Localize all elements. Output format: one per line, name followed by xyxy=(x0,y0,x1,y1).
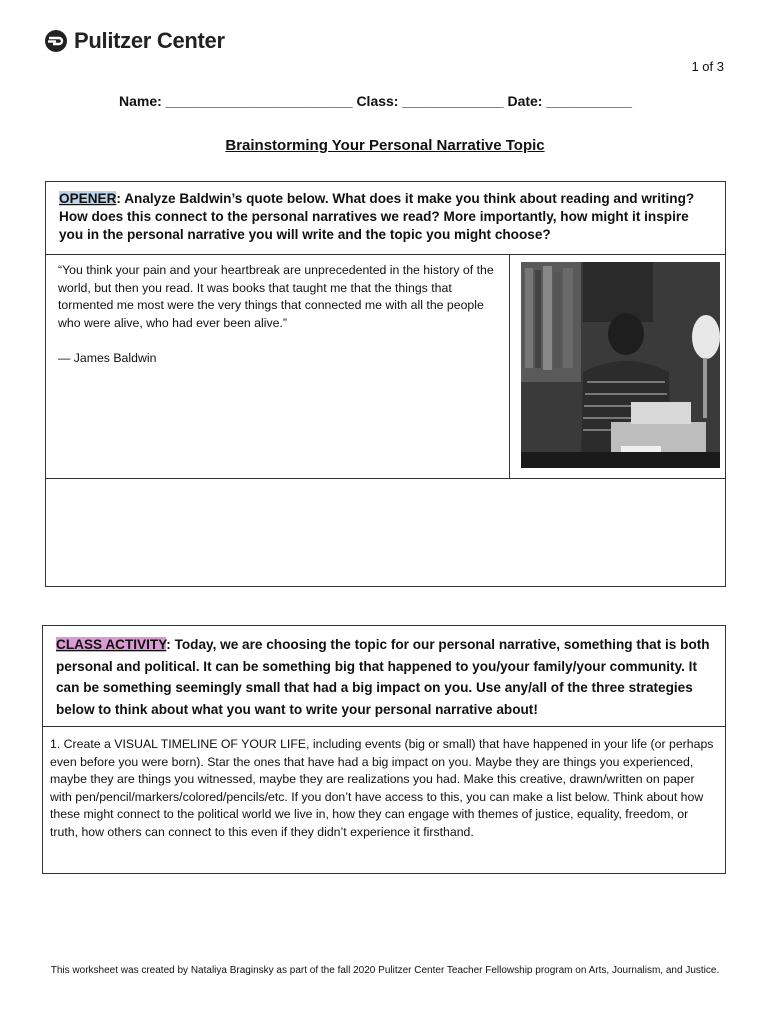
name-class-date-fields[interactable]: Name: ________________________ Class: _____________ Date: ___________ xyxy=(119,93,633,109)
divider xyxy=(46,254,725,255)
activity-heading xyxy=(56,634,716,720)
page-title: Brainstorming Your Personal Narrative Topic xyxy=(225,137,545,154)
opener-section xyxy=(45,181,726,587)
james-baldwin-photo xyxy=(521,262,720,468)
class-activity-section xyxy=(42,625,726,874)
divider xyxy=(509,254,510,478)
baldwin-quote: “You think your pain and your heartbreak are unprecedented in the history of the world, but then you read. It was books that taught me that the things that tormented me most were the very things that connected me with all the people who were alive, who had ever been alive.” xyxy=(58,263,494,330)
divider xyxy=(43,726,725,727)
strategy-1-text: 1. Create a VISUAL TIMELINE OF YOUR LIFE, including events (big or small) that have happened in your life (or perhaps even before you were born). Star the ones that have had a big impact on you. Maybe they are things you experienced, maybe they are things you witnessed, maybe they are realizations you had. Make this creative, drawn/written on paper with pen/pencil/markers/colored/pencils/etc. If you don’t have access to this, you can make a list below. Think about how these might connect to the political world we live in, how they can engage with themes of justice, equality, freedom, or truth, how others can connect to this even if they didn’t experience it firsthand. xyxy=(50,737,714,839)
brand-logo xyxy=(44,28,225,54)
divider xyxy=(46,478,725,479)
activity-prompt: : Today, we are choosing the topic for our personal narrative, something that is both personal and political. It can be something big that happened to you/your family/your community. It can be something seemingly small that had a big impact on you. Use any/all of the three strategies below to think about what you want to write your personal narrative about! xyxy=(56,637,710,717)
footer-credit: This worksheet was created by Nataliya Braginsky as part of the fall 2020 Pulitzer Center Teacher Fellowship program on Arts, Journalism, and Justice. xyxy=(50,965,720,976)
brand-name: Pulitzer Center xyxy=(74,28,225,53)
opener-heading xyxy=(59,190,709,244)
opener-label: OPENER xyxy=(59,191,117,206)
quote-attribution: — James Baldwin xyxy=(58,351,157,365)
opener-prompt: : Analyze Baldwin’s quote below. What does it make you think about reading and writing? How does this connect to the personal narratives we read? More importantly, how might it inspire you in the personal narrative you will write and the topic you might choose? xyxy=(59,191,695,242)
activity-label: CLASS ACTIVITY xyxy=(56,637,167,652)
page-number: 1 of 3 xyxy=(691,59,724,74)
pulitzer-center-logo-icon xyxy=(44,29,68,53)
